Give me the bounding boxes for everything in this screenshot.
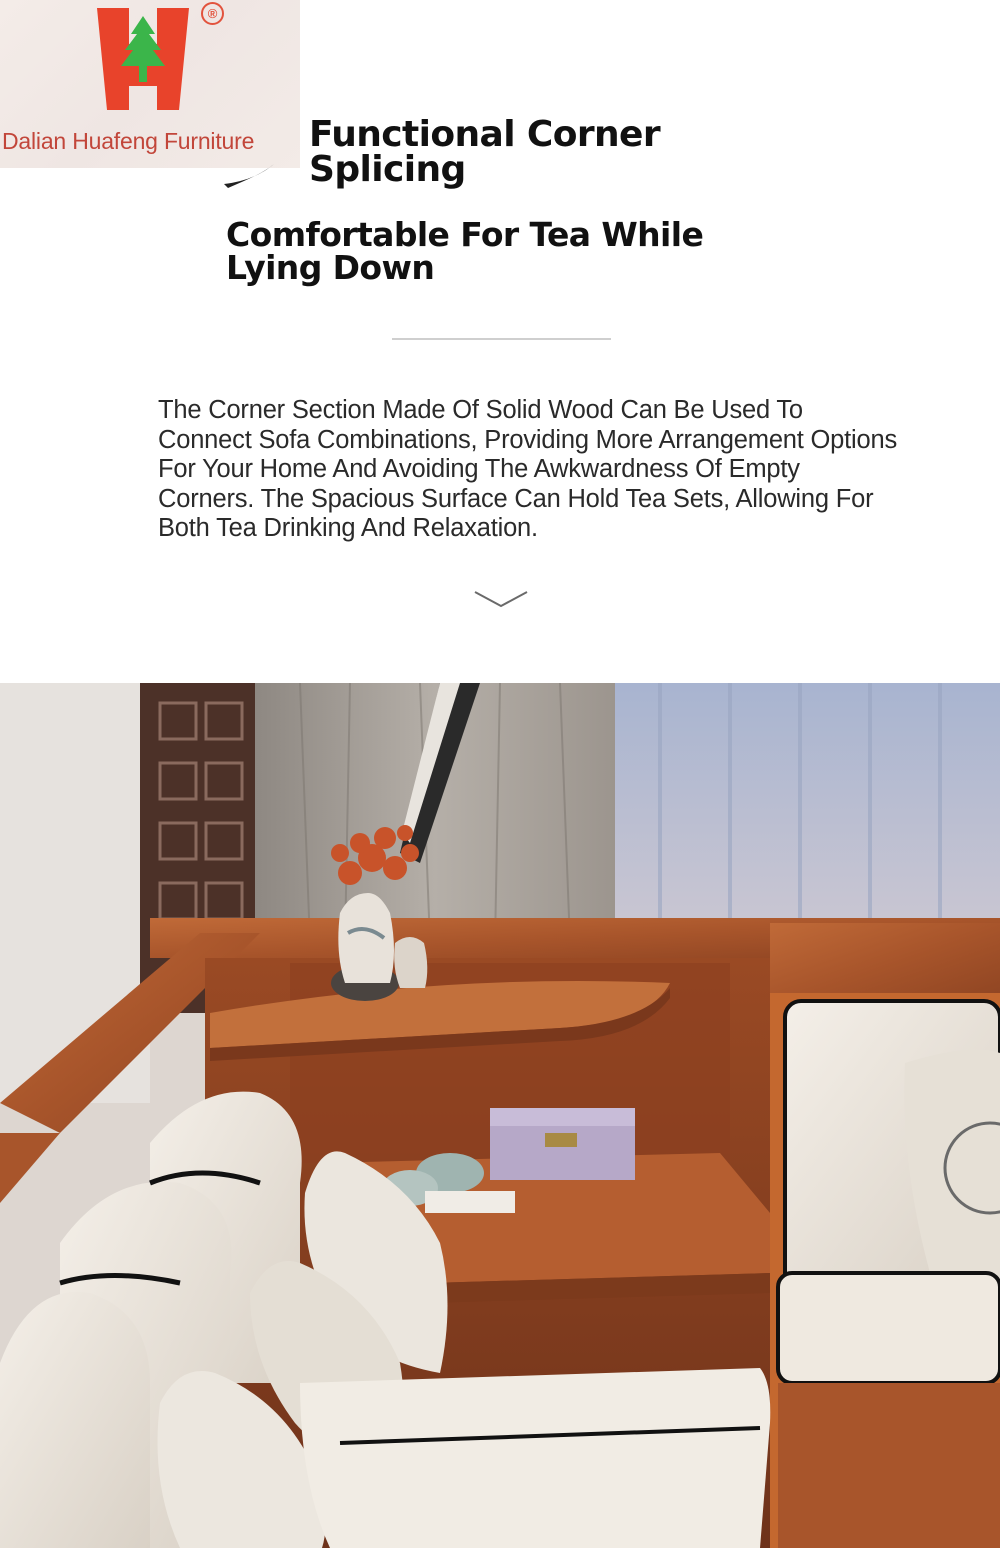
brand-name: Dalian Huafeng Furniture <box>2 128 255 154</box>
decorative-swoosh-icon <box>222 150 292 190</box>
brand-logo <box>0 0 300 168</box>
divider <box>392 338 611 340</box>
registered-mark: ® <box>201 2 224 25</box>
tree-logo-icon <box>95 4 191 114</box>
corner-sofa-photo <box>0 683 1000 1548</box>
chevron-down-icon[interactable] <box>472 588 530 612</box>
page-subtitle: Comfortable For Tea While Lying Down <box>226 215 704 287</box>
product-description: The Corner Section Made Of Solid Wood Can Be Used To Connect Sofa Combinations, Providing More Arrangement Options For Your Home And Avoiding The Awkwardness Of Empty Corners. The Spacious Surface Can Hold Tea Sets, Allowing For Both Tea Drinking And Relaxation. <box>158 396 898 542</box>
page-title: Functional Corner Splicing <box>309 114 660 190</box>
